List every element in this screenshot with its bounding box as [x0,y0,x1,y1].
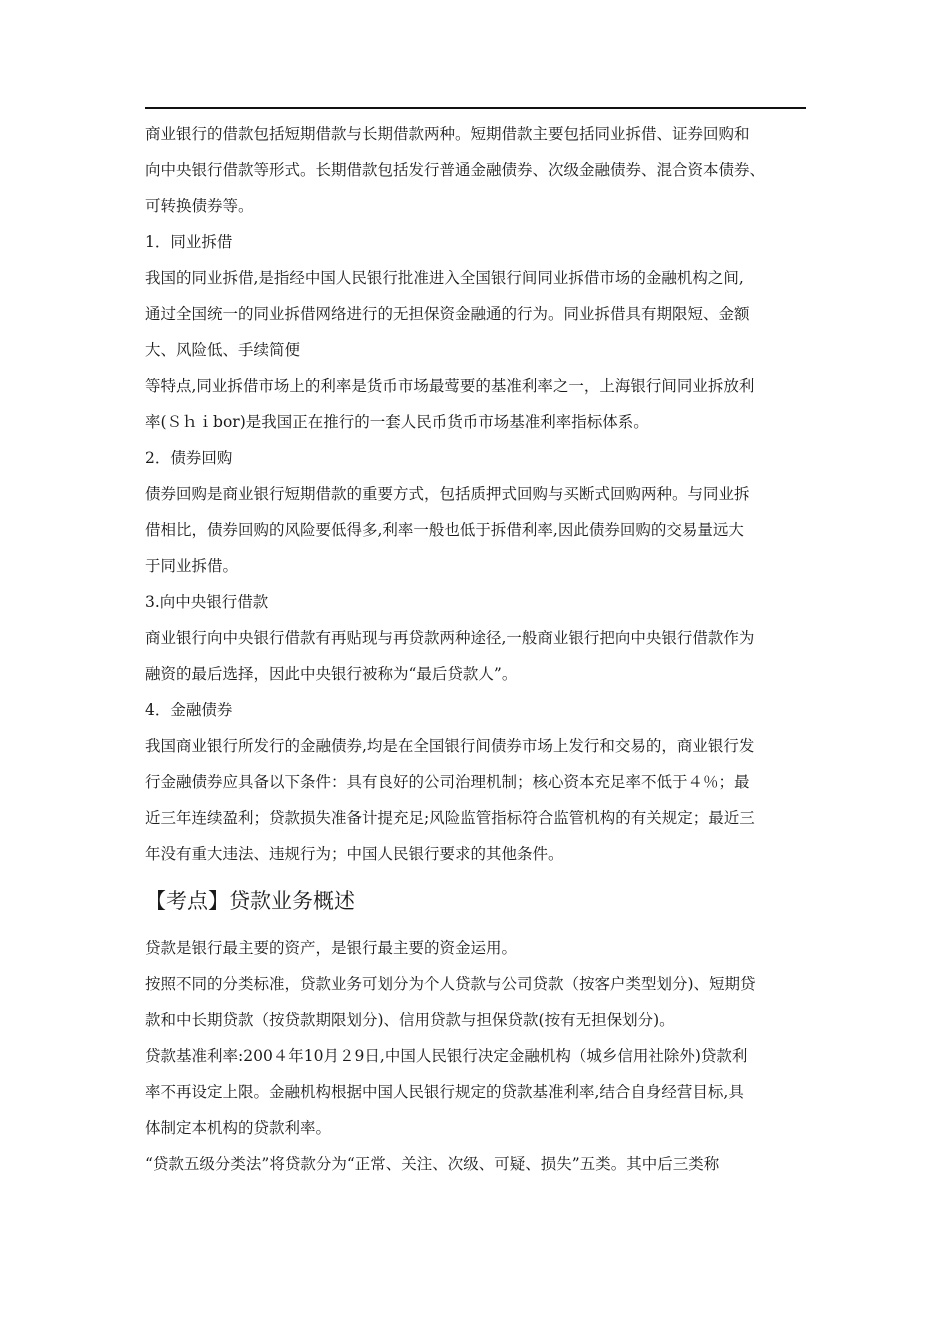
paragraph-line: 等特点,同业拆借市场上的利率是货币市场最莺要的基准利率之一，上海银行间同业拆放利 [145,377,755,395]
paragraph-line: 款和中长期贷款（按贷款期限划分)、信用贷款与担保贷款(按有无担保划分)。 [145,1011,675,1029]
paragraph-line: “贷款五级分类法”将贷款分为“正常、关注、次级、可疑、损失”五类。其中后三类称 [145,1155,720,1173]
paragraph-line: 行金融债券应具备以下条件：具有良好的公司治理机制；核心资本充足率不低于４％；最 [145,773,750,791]
paragraph-line: 贷款是银行最主要的资产，是银行最主要的资金运用。 [145,939,518,957]
paragraph-line: 商业银行的借款包括短期借款与长期借款两种。短期借款主要包括同业拆借、证券回购和 [145,125,750,143]
paragraph-line: 于同业拆借。 [145,557,239,575]
paragraph-line: 商业银行向中央银行借款有再贴现与再贷款两种途径,一般商业银行把向中央银行借款作为 [145,629,755,647]
page-heading: 【考点】贷款业务概述 [145,889,355,913]
section-title-bonds: 4．金融债券 [145,701,233,719]
paragraph-line: 通过全国统一的同业拆借网络进行的无担保资金融通的行为。同业拆借具有期限短、金额 [145,305,750,323]
section-title-interbank: 1．同业拆借 [145,233,233,251]
paragraph-line: 可转换债券等。 [145,197,254,215]
section-title-repo: 2．债券回购 [145,449,233,467]
document-page [145,0,810,1344]
paragraph-line: 我国的同业拆借,是指经中国人民银行批准进入全国银行间同业拆借市场的金融机构之间, [145,269,744,287]
paragraph-line: 大、风险低、手续简便 [145,341,301,359]
paragraph-line: 率(Ｓｈｉbor)是我国正在推行的一套人民币货币市场基准利率指标体系。 [145,413,649,431]
paragraph-line: 借相比，债券回购的风险要低得多,利率一般也低于拆借利率,因此债券回购的交易量远大 [145,521,744,539]
header-rule [145,107,806,109]
paragraph-line: 向中央银行借款等形式。长期借款包括发行普通金融债券、次级金融债券、混合资本债券、 [145,161,766,179]
paragraph-line: 按照不同的分类标准，贷款业务可划分为个人贷款与公司贷款（按客户类型划分)、短期贷 [145,975,756,993]
paragraph-line: 贷款基准利率:200４年10月２9日,中国人民银行决定金融机构（城乡信用社除外)贷款利 [145,1047,748,1065]
section-title-central-bank: 3.向中央银行借款 [145,593,269,611]
paragraph-line: 年没有重大违法、违规行为；中国人民银行要求的其他条件。 [145,845,564,863]
paragraph-line: 体制定本机构的贷款利率。 [145,1119,332,1137]
paragraph-line: 我国商业银行所发行的金融债券,均是在全国银行间债券市场上发行和交易的，商业银行发 [145,737,755,755]
document-body [145,116,810,1182]
paragraph-line: 融资的最后选择，因此中央银行被称为“最后贷款人”。 [145,665,518,683]
paragraph-line: 近三年连续盈利；贷款损失准备计提充足;风险监管指标符合监管机构的有关规定；最近三 [145,809,755,827]
paragraph-line: 率不再设定上限。金融机构根据中国人民银行规定的贷款基准利率,结合自身经营目标,具 [145,1083,744,1101]
paragraph-line: 债券回购是商业银行短期借款的重要方式，包括质押式回购与买断式回购两种。与同业拆 [145,485,750,503]
